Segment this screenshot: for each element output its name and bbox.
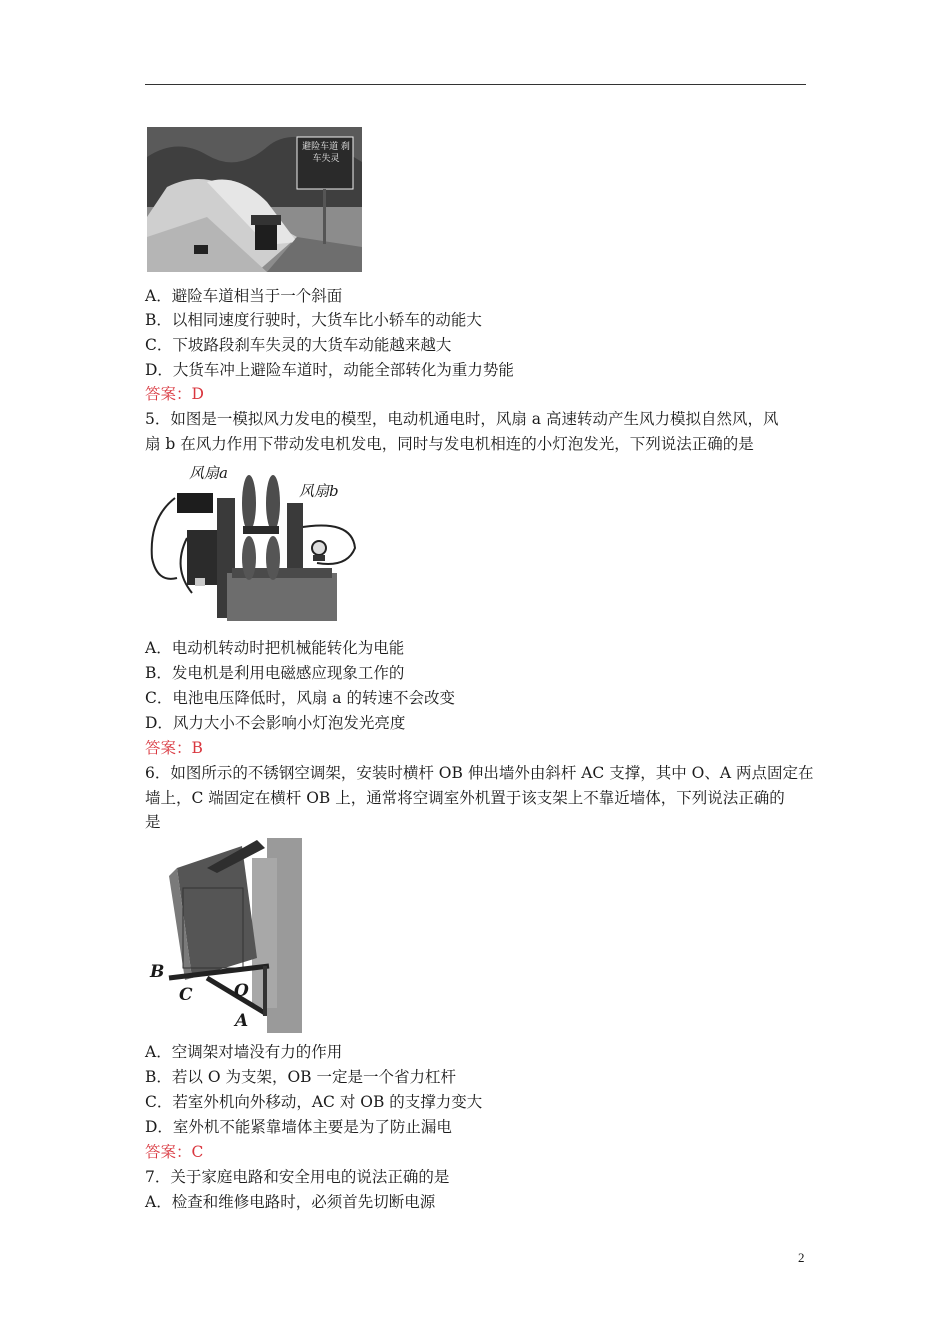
fan-b-label: 风扇b [299, 482, 339, 500]
header-rule [145, 84, 806, 85]
q5-option-c: C．电池电压降低时，风扇 a 的转速不会改变 [145, 689, 455, 707]
bracket-label-c: C [179, 985, 193, 1005]
q5-option-d: D．风力大小不会影响小灯泡发光亮度 [145, 714, 406, 732]
q6-stem-line-2: 墙上，C 端固定在横杆 OB 上，通常将空调室外机置于该支架上不靠近墙体，下列说法正确的 [145, 789, 785, 807]
q7-stem: 7．关于家庭电路和安全用电的说法正确的是 [145, 1168, 450, 1186]
page-number: 2 [798, 1250, 805, 1265]
escape-lane-photo [147, 127, 362, 272]
q5-option-b: B．发电机是利用电磁感应现象工作的 [145, 664, 405, 682]
q6-answer: 答案：C [145, 1143, 204, 1161]
q4-option-d: D．大货车冲上避险车道时，动能全部转化为重力势能 [145, 361, 514, 379]
bracket-label-o: O [234, 981, 249, 1001]
q7-option-a: A．检查和维修电路时，必须首先切断电源 [145, 1193, 436, 1211]
q5-stem-line-2: 扇 b 在风力作用下带动发电机发电，同时与发电机相连的小灯泡发光，下列说法正确的是 [145, 435, 754, 453]
ac-bracket-figure [147, 838, 302, 1033]
q5-option-a: A．电动机转动时把机械能转化为电能 [145, 639, 405, 657]
q6-option-b: B．若以 O 为支架，OB 一定是一个省力杠杆 [145, 1068, 456, 1086]
bracket-label-b: B [150, 962, 165, 982]
q6-option-a: A．空调架对墙没有力的作用 [145, 1043, 343, 1061]
q4-option-a: A．避险车道相当于一个斜面 [145, 287, 343, 305]
q6-stem-line-3: 是 [145, 813, 161, 831]
q6-option-c: C．若室外机向外移动，AC 对 OB 的支撑力变大 [145, 1093, 483, 1111]
q6-option-d: D．室外机不能紧靠墙体主要是为了防止漏电 [145, 1118, 452, 1136]
q6-stem-line-1: 6．如图所示的不锈钢空调架，安装时横杆 OB 伸出墙外由斜杆 AC 支撑，其中 O、A 两点固定在 [145, 764, 814, 782]
escape-lane-sign-text: 避险车道 刹车失灵 [302, 142, 350, 164]
q5-answer: 答案：B [145, 739, 203, 757]
wind-power-model-figure [147, 458, 362, 628]
q4-option-c: C．下坡路段刹车失灵的大货车动能越来越大 [145, 336, 452, 354]
q4-answer: 答案：D [145, 385, 204, 403]
bracket-label-a: A [235, 1011, 249, 1031]
q5-stem-line-1: 5．如图是一模拟风力发电的模型，电动机通电时，风扇 a 高速转动产生风力模拟自然风，风 [145, 410, 779, 428]
fan-a-label: 风扇a [189, 464, 228, 482]
q4-option-b: B．以相同速度行驶时，大货车比小轿车的动能大 [145, 311, 482, 329]
